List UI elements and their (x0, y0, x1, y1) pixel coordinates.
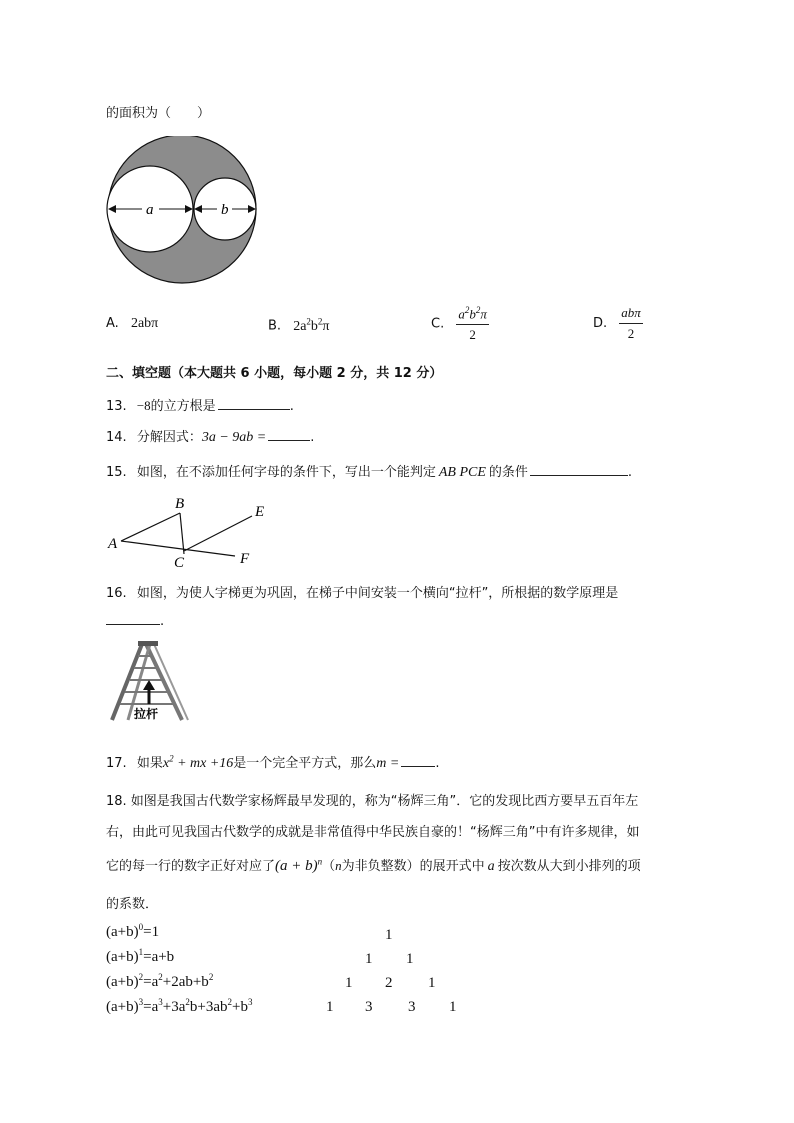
question-18-line4: 的系数． (106, 897, 159, 912)
angle-figure (104, 492, 284, 572)
option-letter: C. (431, 316, 445, 332)
option-letter: D. (593, 316, 608, 331)
label-a: a (146, 202, 154, 218)
label-b: b (221, 202, 229, 218)
question-16-blank-line: . (106, 611, 164, 629)
option-d[interactable] (593, 305, 643, 342)
triangle-coef: 2 (385, 975, 393, 991)
circle-figure (104, 136, 262, 286)
option-a[interactable] (106, 316, 158, 332)
triangle-coef: 1 (385, 927, 393, 943)
question-tail: 的面积为（ ） (106, 106, 211, 121)
option-letter: A. (106, 316, 119, 331)
answer-blank[interactable] (268, 427, 310, 441)
answer-blank[interactable] (106, 611, 160, 625)
ladder-figure (106, 638, 190, 726)
formula-row-3: $(a+b)^3=a^3+3a^2b+3ab^2+b^3$ (106, 997, 253, 1015)
point-f: F (240, 551, 250, 567)
question-15: 15. 如图，在不添加任何字母的条件下，写出一个能判定 AB PCE 的条件 . (106, 461, 632, 481)
triangle-coef: 1 (345, 975, 353, 991)
point-e: E (255, 504, 265, 520)
question-18-line3: 它的每一行的数字正好对应了$(a + b)^n(n$为非负整数）的展开式中 a 按次数从大到小排列的项 (106, 856, 641, 874)
triangle-coef: 1 (428, 975, 436, 991)
section-heading: 二、填空题（本大题共 6 小题，每小题 2 分，共 12 分） (106, 366, 443, 381)
triangle-coef: 1 (449, 999, 457, 1015)
option-letter: B. (268, 318, 282, 334)
option-c[interactable] (431, 305, 489, 343)
triangle-coef: 1 (326, 999, 334, 1015)
point-a: A (108, 536, 118, 552)
question-13: 13. −8的立方根是 . (106, 398, 294, 414)
question-18-line1: 18. 如图是我国古代数学家杨辉最早发现的，称为“杨辉三角”．它的发现比西方要早五百年左 (106, 794, 639, 809)
question-text (106, 102, 210, 121)
point-c: C (174, 555, 185, 571)
option-expr: 2abπ (130, 316, 159, 331)
triangle-coef: 1 (406, 951, 414, 967)
formula-row-0: $(a+b)^0=1$ (106, 922, 160, 940)
question-18-line2: 右，由此可见我国古代数学的成就是非常值得中华民族自豪的！“杨辉三角”中有许多规律，如 (106, 825, 640, 840)
triangle-coef: 3 (408, 999, 416, 1015)
formula-row-1: $(a+b)^1=a+b$ (106, 947, 175, 965)
question-14: 14. 分解因式：3a − 9ab = . (106, 426, 314, 446)
answer-blank[interactable] (530, 462, 628, 476)
option-expr: $2a^2b^2\pi$ (293, 316, 330, 334)
answer-blank[interactable] (401, 753, 435, 767)
question-17: 17. 如果$x^2$ + mx +16是一个完全平方式，那么m = . (106, 753, 440, 771)
option-fraction: $\frac{a^2b^2\pi}{2}$ (458, 305, 487, 343)
triangle-coef: 1 (365, 951, 373, 967)
ladder-label: 拉杆 (134, 707, 159, 721)
point-b: B (175, 496, 185, 512)
option-b[interactable] (268, 316, 330, 335)
answer-blank[interactable] (218, 396, 290, 410)
question-16: 16. 如图，为使人字梯更为巩固，在梯子中间安装一个横向“拉杆”，所根据的数学原理是 (106, 586, 619, 601)
option-fraction: $\frac{\text{abπ}}{2}$ (621, 305, 641, 341)
formula-row-2: $(a+b)^2=a^2+2ab+b^2$ (106, 972, 214, 990)
triangle-coef: 3 (365, 999, 373, 1015)
